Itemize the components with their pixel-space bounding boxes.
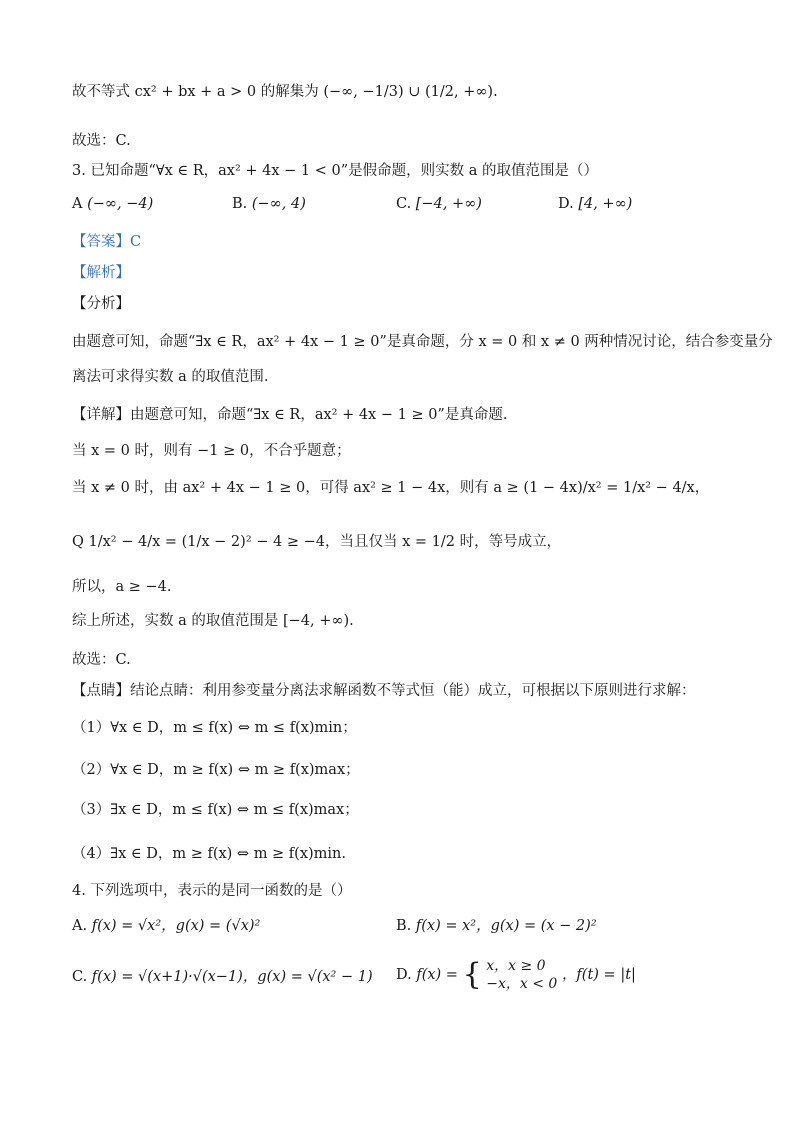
detail-line-4: Q 1/x² − 4/x = (1/x − 2)² − 4 ≥ −4，当且仅当 x = 1/2 时，等号成立，: [72, 534, 562, 550]
question-4: 4. 下列选项中，表示的是同一函数的是（）: [72, 883, 352, 899]
fenxi-heading: 【分析】: [72, 296, 130, 312]
solution-set-line: 故不等式 cx² + bx + a > 0 的解集为 (−∞, −1/3) ∪ (1/2, +∞).: [72, 84, 498, 100]
question-3: 3. 已知命题“∀x ∈ R，ax² + 4x − 1 < 0”是假命题，则实数 a 的取值范围是（）: [72, 163, 599, 179]
option-value: f(x) = x²，g(x) = (x − 2)²: [415, 918, 597, 934]
option-label: D.: [558, 196, 574, 212]
option-label: A: [72, 196, 83, 212]
rule-1: （1）∀x ∈ D，m ≤ f(x) ⇔ m ≤ f(x)min；: [72, 720, 357, 736]
detail-line-3: 当 x ≠ 0 时，由 ax² + 4x − 1 ≥ 0，可得 ax² ≥ 1 − 4x，则有 a ≥ (1 − 4x)/x² = 1/x² − 4/x，: [72, 480, 710, 496]
detail-line-2: 当 x = 0 时，则有 −1 ≥ 0，不合乎题意；: [72, 443, 351, 459]
option-value: [4, +∞): [578, 196, 633, 212]
case-1: x，x ≥ 0: [486, 958, 546, 974]
option-c: [72, 966, 373, 988]
detail-line-1: 【详解】由题意可知，命题“∃x ∈ R，ax² + 4x − 1 ≥ 0”是真命题.: [72, 407, 508, 423]
option-d: [396, 956, 636, 994]
option-b: [232, 193, 306, 215]
conclusion-line: 综上所述，实数 a 的取值范围是 [−4, +∞).: [72, 613, 354, 629]
option-b: [396, 915, 597, 937]
option-label: B.: [232, 196, 248, 212]
option-label: B.: [396, 918, 412, 934]
analysis-heading: 【解析】: [72, 265, 130, 281]
option-value: (−∞, 4): [251, 196, 306, 212]
piecewise-cases: [486, 957, 557, 993]
option-value: (−∞, −4): [87, 196, 154, 212]
answer-heading: 【答案】C: [72, 234, 142, 250]
choice-line: 故选：C.: [72, 133, 131, 149]
detail-line-5: 所以，a ≥ −4.: [72, 579, 172, 595]
choice-line-2: 故选：C.: [72, 652, 131, 668]
left-brace: {: [462, 957, 482, 992]
option-label: C.: [72, 969, 88, 985]
analysis-line-1: 由题意可知，命题“∃x ∈ R，ax² + 4x − 1 ≥ 0”是真命题，分 x = 0 和 x ≠ 0 两种情况讨论，结合参变量分: [72, 334, 773, 350]
option-value: f(x) = √x²，g(x) = (√x)²: [91, 918, 261, 934]
rule-3: （3）∃x ∈ D，m ≤ f(x) ⇔ m ≤ f(x)max；: [72, 802, 359, 818]
analysis-line-2: 离法可求得实数 a 的取值范围.: [72, 369, 269, 385]
tip-line: 【点睛】结论点睛：利用参变量分离法求解函数不等式恒（能）成立，可根据以下原则进行求解：: [72, 683, 696, 699]
rule-4: （4）∃x ∈ D，m ≥ f(x) ⇔ m ≥ f(x)min.: [72, 846, 346, 862]
rule-2: （2）∀x ∈ D，m ≥ f(x) ⇔ m ≥ f(x)max；: [72, 762, 360, 778]
option-value: f(x) = √(x+1)·√(x−1)，g(x) = √(x² − 1): [91, 969, 373, 985]
option-value-suffix: ，f(t) = |t|: [561, 967, 636, 983]
option-value: [−4, +∞): [415, 196, 482, 212]
option-label: A.: [72, 918, 88, 934]
option-value-prefix: f(x) =: [416, 967, 458, 983]
case-2: −x，x < 0: [486, 976, 558, 992]
option-a: [72, 193, 153, 215]
option-c: [396, 193, 482, 215]
option-label: C.: [396, 196, 412, 212]
option-d: [558, 193, 632, 215]
option-a: [72, 915, 260, 937]
option-label: D.: [396, 967, 412, 983]
